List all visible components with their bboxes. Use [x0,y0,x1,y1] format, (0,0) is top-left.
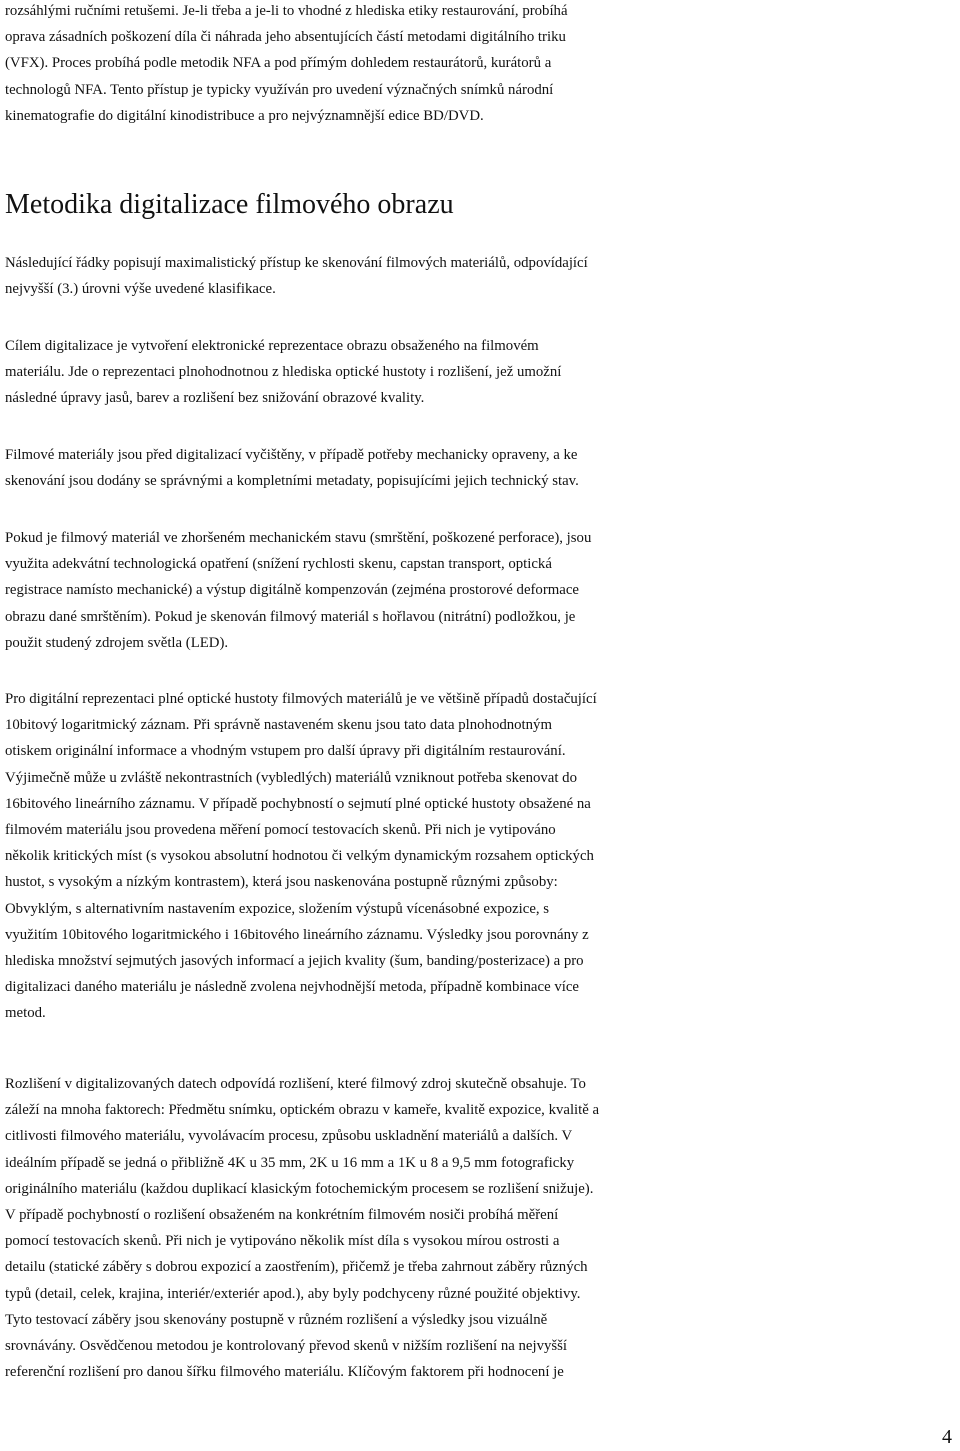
paragraph-6 [5,1071,957,1385]
text-line: Cílem digitalizace je vytvoření elektronické reprezentace obrazu obsaženého na filmovém [5,338,539,354]
text-line: následné úpravy jasů, barev a rozlišení bez snižování obrazové kvality. [5,390,425,407]
text-line: využita adekvátní technologická opatření (snížení rychlosti skenu, capstan transport, optická [5,556,552,573]
text-line: Rozlišení v digitalizovaných datech odpovídá rozlišení, které filmový zdroj skutečně obsahuje. To [5,1076,586,1092]
text-line: 10bitový logaritmický záznam. Při správně nastaveném skenu jsou tato data plnohodnotným [5,717,552,734]
paragraph-2 [5,333,957,412]
text-line: Tyto testovací záběry jsou skenovány postupně v různém rozlišení a výsledky jsou vizuálně [5,1311,548,1328]
text-line: záleží na mnoha faktorech: Předmětu snímku, optickém obrazu v kameře, kvalitě expozice, kvalitě a [5,1102,600,1119]
text-line: použit studený zdrojem světla (LED). [5,634,229,651]
text-line: Výjimečně může u zvláště nekontrastních (vybledlých) materiálů vzniknout potřeba skenovat do [5,769,577,786]
text-line: digitalizaci daného materiálu je následně zvolena nejvhodnější metoda, případně kombinace více [5,979,579,996]
text-line: detailu (statické záběry s dobrou expozicí a zaostřením), přičemž je třeba zahrnout záběry různých [5,1259,588,1276]
page-number: 4 [942,1426,952,1448]
text-line: filmovém materiálu jsou provedena měření pomocí testovacích skenů. Při nich je vytipováno [5,821,556,838]
text-line: originálního materiálu (každou duplikací klasickým fotochemickým procesem se rozlišení snižuje). [5,1180,594,1197]
text-line: metod. [5,1005,46,1022]
text-line: 16bitového lineárního záznamu. V případě pochybností o sejmutí plné optické hustoty obsažené na [5,795,591,812]
text-line: otiskem originální informace a vhodným vstupem pro další úpravy při digitálním restaurování. [5,743,566,760]
text-line: citlivosti filmového materiálu, vyvolávacím procesu, způsobu uskladnění materiálů a dalších. V [5,1128,573,1145]
paragraph-1 [5,250,957,302]
text-line: technologů NFA. Tento přístup je typicky využíván pro uvedení význačných snímků národní [5,81,554,98]
text-line: Následující řádky popisují maximalistický přístup ke skenování filmových materiálů, odpovídající [5,255,588,271]
intro-paragraph [5,0,957,129]
text-line: hustot, s vysokým a nízkým kontrastem), která jsou naskenována postupně různými způsoby: [5,874,558,891]
paragraph-3 [5,442,957,494]
text-line: Pokud je filmový materiál ve zhoršeném mechanickém stavu (smrštění, poškozené perforace), jsou [5,530,592,546]
text-line: ideálním případě se jedná o přibližně 4K u 35 mm, 2K u 16 mm a 1K u 8 a 9,5 mm fotograficky [5,1154,575,1171]
text-line: hlediska množství sejmutých jasových informací a jejich kvality (šum, banding/posterizace) a pro [5,952,584,969]
text-line: oprava zásadních poškození díla či náhrada jeho absentujících částí metodami digitálního triku [5,29,566,46]
section-heading: Metodika digitalizace filmového obrazu [5,189,454,220]
text-line: několik kritických míst (s vysokou absolutní hodnotou či velkým dynamickým rozsahem optických [5,848,594,865]
text-line: obrazu dané smrštěním). Pokud je skenován filmový materiál s hořlavou (nitrátní) podložkou, je [5,608,576,625]
text-line: nejvyšší (3.) úrovni výše uvedené klasifikace. [5,281,276,298]
text-line: Pro digitální reprezentaci plné optické hustoty filmových materiálů je ve většině případů dostačující [5,691,597,707]
paragraph-4 [5,525,957,656]
text-line: pomocí testovacích skenů. Při nich je vytipováno několik míst díla s vysokou mírou ostrosti a [5,1233,560,1250]
text-line: Obvyklým, s alternativním nastavením expozice, složením výstupů vícenásobné expozice, s [5,900,550,917]
text-line: (VFX). Proces probíhá podle metodik NFA a pod přímým dohledem restaurátorů, kurátorů a [5,55,552,72]
text-line: V případě pochybností o rozlišení obsaženém na konkrétním filmovém nosiči probíhá měření [5,1206,559,1223]
text-line: referenční rozlišení pro danou šířku filmového materiálu. Klíčovým faktorem při hodnocení je [5,1364,564,1381]
text-line: typů (detail, celek, krajina, interiér/exteriér apod.), aby byly podchyceny různé použité objektivy. [5,1285,581,1302]
text-line: rozsáhlými ručními retušemi. Je-li třeba a je-li to vhodné z hlediska etiky restaurování, probíhá [5,3,568,19]
text-line: Filmové materiály jsou před digitalizací vyčištěny, v případě potřeby mechanicky opraveny, a ke [5,447,578,463]
text-line: registrace namísto mechanické) a výstup digitálně kompenzován (zejména prostorové deformace [5,582,579,599]
text-line: kinematografie do digitální kinodistribuce a pro nejvýznamnější edice BD/DVD. [5,107,484,124]
text-line: materiálu. Jde o reprezentaci plnohodnotnou z hlediska optické hustoty i rozlišení, jež umožní [5,364,562,381]
text-line: skenování jsou dodány se správnými a kompletními metadaty, popisujícími jejich technický stav. [5,473,579,490]
paragraph-5 [5,686,957,1026]
text-line: využitím 10bitového logaritmického i 16bitového lineárního záznamu. Výsledky jsou porovnány z [5,926,589,943]
text-line: srovnávány. Osvědčenou metodou je kontrolovaný převod skenů v nižším rozlišení na nejvyšší [5,1337,568,1354]
